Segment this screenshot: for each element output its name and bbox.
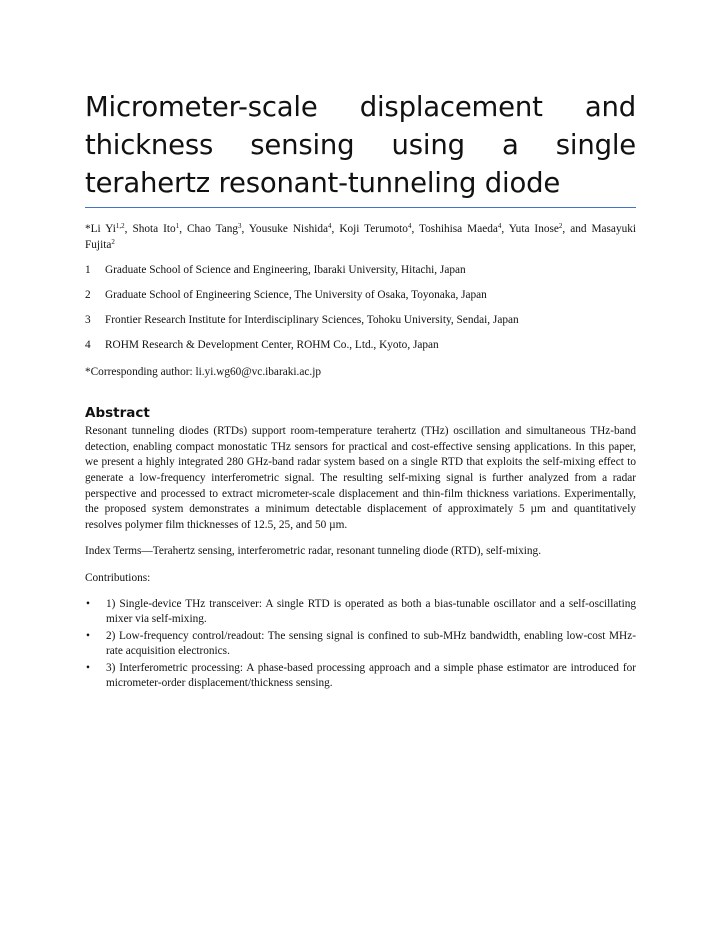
affiliation-list bbox=[85, 263, 636, 354]
author-affiliation-mark: 1,2 bbox=[115, 222, 125, 230]
author-separator: , bbox=[411, 223, 420, 235]
author-affiliation-mark: 3 bbox=[238, 222, 242, 230]
author-name: Chao Tang bbox=[187, 223, 239, 235]
author-affiliation-mark: 2 bbox=[558, 222, 563, 230]
author-name: Toshihisa Maeda bbox=[419, 223, 498, 235]
author-separator: , bbox=[331, 223, 340, 235]
index-terms: Index Terms—Terahertz sensing, interferometric radar, resonant tunneling diode (RTD), self-mixing. bbox=[85, 545, 542, 558]
affiliation-2 bbox=[85, 288, 636, 304]
author-name: Koji Terumoto bbox=[339, 223, 408, 235]
author bbox=[249, 223, 332, 235]
affiliation-number: 4 bbox=[85, 338, 91, 351]
paper-title: Micrometer-scale displacement and thickness sensing using a single terahertz resonant-tunneling diode bbox=[85, 91, 636, 199]
author-separator: , bbox=[124, 223, 133, 235]
author-affiliation-mark: 1 bbox=[175, 222, 180, 230]
bullet-icon: • bbox=[86, 629, 90, 642]
paper-front-matter bbox=[85, 88, 636, 693]
author-name: Yousuke Nishida bbox=[248, 223, 329, 235]
author-separator: , bbox=[179, 223, 187, 235]
author-list bbox=[85, 222, 636, 253]
contribution-text: 1) Single-device THz transceiver: A single RTD is operated as both a bias-tunable oscillator and a self-oscillating mixer via self-mixing. bbox=[106, 597, 636, 626]
affiliation-text: Graduate School of Science and Engineering, Ibaraki University, Hitachi, Japan bbox=[105, 263, 466, 276]
affiliation-4 bbox=[85, 338, 636, 354]
author bbox=[85, 223, 125, 235]
affiliation-1 bbox=[85, 263, 636, 279]
bullet-icon: • bbox=[86, 597, 90, 610]
author-name: Yuta Inose bbox=[508, 223, 559, 235]
abstract-heading: Abstract bbox=[85, 405, 150, 422]
contribution-text: 3) Interferometric processing: A phase-based processing approach and a simple phase estimator are introduced for micrometer-order displacement/thickness sensing. bbox=[106, 661, 636, 690]
author-affiliation-mark: 4 bbox=[407, 222, 412, 230]
corresponding-author: *Corresponding author: li.yi.wg60@vc.ibaraki.ac.jp bbox=[85, 365, 321, 378]
author bbox=[419, 223, 501, 235]
author-separator: , bbox=[241, 223, 249, 235]
abstract-body: Resonant tunneling diodes (RTDs) support room-temperature terahertz (THz) oscillation and simultaneous THz-band detection, enabling compact monostatic THz sensors for practical and cost-effective sensing applications. In this paper, we present a highly integrated 280 GHz-band radar system based on a single RTD that exploits the self-mixing effect to generate a low-frequency interferometric signal. The resulting self-mixing signal is further analyzed from a radar perspective and processed to extract micrometer-scale displacement and thin-film thickness variations. Experimentally, the proposed system demonstrates a minimum detectable displacement of approximately 5 µm and quantitatively resolves polymer film thicknesses of 12.5, 25, and 50 µm. bbox=[85, 425, 636, 531]
author-affiliation-mark: 2 bbox=[111, 237, 115, 246]
author bbox=[132, 223, 179, 235]
author bbox=[187, 223, 242, 235]
author bbox=[339, 223, 411, 235]
author-separator: , bbox=[501, 223, 509, 235]
list-item bbox=[85, 629, 636, 660]
affiliation-text: Frontier Research Institute for Interdisciplinary Sciences, Tohoku University, Sendai, Japan bbox=[105, 313, 519, 326]
affiliation-number: 1 bbox=[85, 263, 91, 276]
bullet-icon: • bbox=[86, 661, 90, 674]
author-affiliation-mark: 4 bbox=[328, 222, 332, 230]
author-separator: , and bbox=[562, 223, 592, 235]
contribution-text: 2) Low-frequency control/readout: The sensing signal is confined to sub-MHz bandwidth, enabling low-cost MHz-rate acquisition electronics. bbox=[106, 629, 636, 658]
contributions-heading: Contributions: bbox=[85, 571, 151, 584]
affiliation-number: 2 bbox=[85, 288, 91, 301]
affiliation-text: Graduate School of Engineering Science, The University of Osaka, Toyonaka, Japan bbox=[105, 288, 487, 301]
title-underline bbox=[85, 207, 636, 208]
author bbox=[509, 223, 563, 235]
author-name: *Li Yi bbox=[85, 223, 116, 235]
author-name: Masayuki Fujita bbox=[85, 223, 637, 251]
author-name: Shota Ito bbox=[132, 223, 176, 235]
affiliation-text: ROHM Research & Development Center, ROHM Co., Ltd., Kyoto, Japan bbox=[105, 338, 439, 351]
contributions-list bbox=[85, 597, 636, 693]
list-item bbox=[85, 597, 636, 628]
list-item bbox=[85, 661, 636, 692]
author-affiliation-mark: 4 bbox=[497, 222, 502, 230]
affiliation-number: 3 bbox=[85, 313, 91, 326]
affiliation-3 bbox=[85, 313, 636, 329]
